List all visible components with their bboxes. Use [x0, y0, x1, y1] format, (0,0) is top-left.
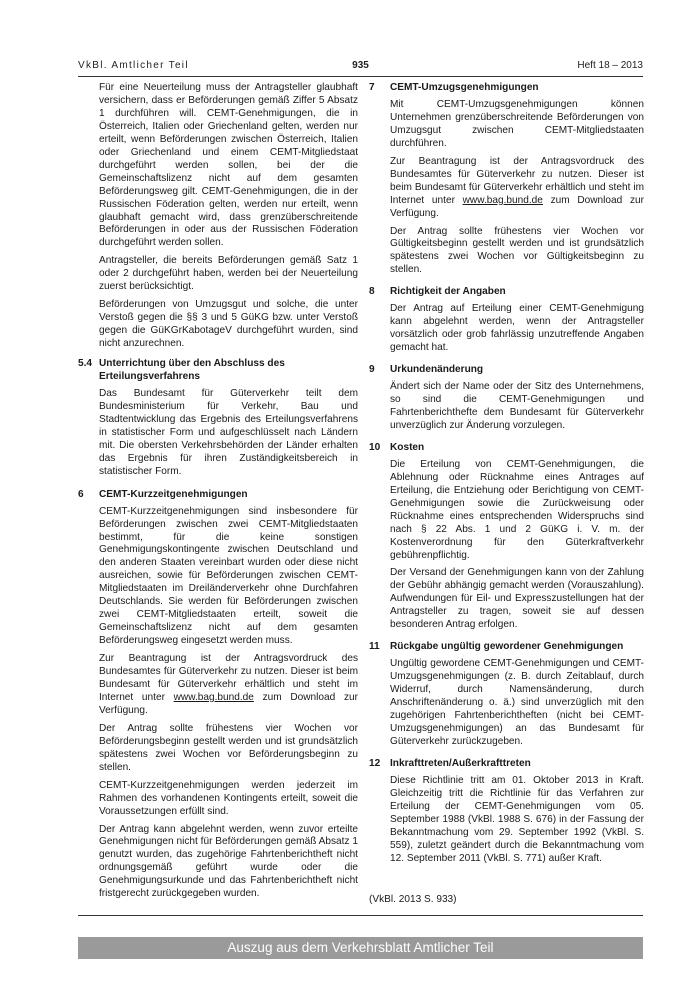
issue-label: Heft 18 – 2013 — [577, 60, 643, 71]
section-heading — [369, 364, 644, 377]
page-number: 935 — [352, 60, 369, 71]
bag-website-link[interactable]: www.bag.bund.de — [462, 194, 543, 206]
section-paragraph: Der Antrag auf Erteilung einer CEMT-Genehmigung kann abgelehnt werden, wenn der Antragsteller vorsätzlich oder grob fahrlässig unzutreffende Angaben gemacht hat. — [390, 303, 644, 354]
journal-title: VkBl. Amtlicher Teil — [78, 60, 189, 71]
section-title: Kosten — [390, 441, 425, 453]
section-paragraph: Die Erteilung von CEMT-Genehmigungen, die Ablehnung oder Rücknahme eines Antrages auf Erteilung, die Entziehung oder Berichtigung von CEMT-Genehmigungen sowie die Zurückweisung oder Rücknahme eines entsprechenden Widerspruchs sind nach § 22 Abs. 1 und 2 GüKG i. V. m. der Kostenverordnung für den Güterkraftverkehr gebührenpflichtig. — [390, 458, 644, 561]
section-paragraph — [99, 653, 358, 718]
section-paragraph: Diese Richtlinie tritt am 01. Oktober 2013 in Kraft. Gleichzeitig tritt die Richtlinie für das Verfahren zur Erteilung der CEMT-Genehmigungen vom 05. September 1988 (VkBl. 1988 S. 676) in der Fassung der Bekanntmachung vom 29. September 1992 (VkBl. S. 559), zuletzt geändert durch die Bekanntmachung vom 12. September 2011 (VkBl. S. 771) außer Kraft. — [390, 774, 644, 864]
section-heading — [78, 358, 358, 384]
section-9 — [369, 364, 644, 433]
section-number: 11 — [369, 641, 380, 653]
section-heading — [369, 286, 644, 299]
section-number: 7 — [369, 82, 375, 93]
left-column — [78, 82, 358, 910]
section-number: 12 — [369, 757, 381, 769]
section-number: 10 — [369, 441, 381, 453]
header-divider — [78, 76, 643, 77]
section-paragraph: Das Bundesamt für Güterverkehr teilt dem Bundesministerium für Verkehr, Bau und Stadtentwicklung das Ergebnis des Erteilungsverfahrens in statistischer Form und aufgeschlüsselt nach Ländern mit. Die obersten Verkehrsbehörden der Länder erhalten das Ergebnis für ihren Zuständigkeitsbereich in statistischer Form. — [99, 387, 358, 477]
section-number: 8 — [369, 286, 375, 298]
section-11 — [369, 641, 644, 749]
section-paragraph: Der Antrag sollte frühestens vier Wochen vor Gültigkeitsbeginn gestellt werden und ist grundsätzlich spätestens zwei Wochen vor Gültigkeitsbeginn zu stellen. — [390, 225, 644, 276]
section-title: Unterrichtung über den Abschluss des Erteilungsverfahrens — [99, 358, 285, 383]
page-header — [78, 60, 643, 76]
intro-paragraph: Antragsteller, die bereits Beförderungen gemäß Satz 1 oder 2 durchgeführt haben, werden bei der Neuerteilung zuerst berücksichtigt. — [99, 255, 358, 293]
section-number: 9 — [369, 364, 375, 376]
section-paragraph: CEMT-Kurzzeitgenehmigungen sind insbesondere für Beförderungen zwischen zwei CEMT-Mitgliedstaaten bestimmt, für die keine sonstigen Genehmigungskontingente zwischen Deutschland und den anderen Staaten vereinbart wurden oder diese nicht ausreichen, sowie für Beförderungen zwischen CEMT-Mitgliedstaaten im Dreiländerverkehr ohne Durchfahren Deutschlands. Sie werden für Beförderungen zwischen zwei CEMT-Mitgliedstaaten erteilt, soweit die Gemeinschaftslizenz nicht auf dem gesamten Beförderungsweg eingesetzt werden muss. — [99, 505, 358, 647]
paragraph-text: Zur Beantragung ist der Antragsvordruck des Bundesamtes für Güterverkehr zu nutzen. Dieser ist beim Bundesamt für Güterverkehr erhältlich und steht im Internet unter — [99, 653, 358, 703]
section-heading — [369, 758, 644, 771]
section-title: Inkrafttreten/Außerkrafttreten — [390, 757, 531, 769]
bag-website-link[interactable]: www.bag.bund.de — [173, 691, 254, 703]
section-heading — [369, 442, 644, 455]
intro-paragraph: Für eine Neuerteilung muss der Antragsteller glaubhaft versichern, dass er Beförderungen gemäß Ziffer 5 Absatz 1 durchführen will. CEMT-Genehmigungen, die in Österreich, Italien oder Griechenland gelten, werden nur erteilt, wenn Beförderungen zwischen Österreich, Italien oder Griechenland und einem CEMT-Mitgliedstaat durchgeführt werden sollen, bei der die Gemeinschaftslizenz nicht auf dem gesamten Beförderungsweg gilt. CEMT-Genehmigungen, die in der Russischen Föderation gelten, werden nur erteilt, wenn glaubhaft gemacht wird, dass grenzüberschreitende Beförderungen in oder aus der Russischen Föderation durchgeführt werden sollen. — [99, 82, 358, 249]
section-title: Urkundenänderung — [390, 364, 484, 376]
intro-paragraph: Beförderungen von Umzugsgut und solche, die unter Verstoß gegen die §§ 3 und 5 GüKG bzw. unter Verstoß gegen die GüKGrKabotageV durchgeführt wurden, sind nicht anzurechnen. — [99, 299, 358, 350]
section-title: CEMT-Kurzzeitgenehmigungen — [99, 488, 248, 500]
source-reference: (VkBl. 2013 S. 933) — [369, 894, 457, 905]
right-column — [369, 82, 644, 874]
section-heading — [369, 641, 644, 654]
paragraph-text: zum Download zur Verfügung. — [390, 194, 644, 219]
section-heading — [78, 489, 358, 502]
section-paragraph: Mit CEMT-Umzugsgenehmigungen können Unternehmen grenzüberschreitende Beförderungen von Umzugsgut zwischen CEMT-Mitgliedstaaten durchführen. — [390, 98, 644, 149]
section-title: Rückgabe ungültig gewordener Genehmigungen — [390, 641, 624, 653]
paragraph-text: Zur Beantragung ist der Antragsvordruck des Bundesamtes für Güterverkehr zu nutzen. Dieser ist beim Bundesamt für Güterverkehr erhältlich und steht im Internet unter — [390, 155, 644, 206]
section-6 — [78, 489, 358, 902]
section-number: 5.4 — [78, 358, 93, 370]
section-paragraph: CEMT-Kurzzeitgenehmigungen werden jederzeit im Rahmen des vorhandenen Kontingents erteilt, soweit die Voraussetzungen erfüllt sind. — [99, 779, 358, 817]
section-12 — [369, 758, 644, 866]
section-paragraph: Der Versand der Genehmigungen kann von der Zahlung der Gebühr abhängig gemacht werden (Vorauszahlung). Aufwendungen für Eil- und Expresszustellungen hat der Antragsteller zu tragen, soweit sie auf dessen besonderen Antrag erfolgen. — [390, 567, 644, 631]
section-paragraph — [390, 156, 644, 221]
section-10 — [369, 442, 644, 632]
section-title: CEMT-Umzugsgenehmigungen — [390, 82, 539, 93]
section-7 — [369, 82, 644, 277]
footer-divider — [78, 915, 643, 916]
section-8 — [369, 286, 644, 355]
section-number: 6 — [78, 488, 84, 500]
section-paragraph: Ungültig gewordene CEMT-Genehmigungen und CEMT-Umzugsgenehmigungen (z. B. durch Zeitablauf, durch Widerruf, durch Namensänderung, durch Anschriftenänderung o. ä.) sind unverzüglich mit den zugehörigen Fahrtenberichtheften (nicht bei CEMT-Umzugsgenehmigungen) an das Bundesamt für Güterverkehr zurückzugeben. — [390, 658, 644, 747]
section-heading — [369, 82, 644, 95]
section-5-4 — [78, 358, 358, 479]
footer-banner: Auszug aus dem Verkehrsblatt Amtlicher Teil — [78, 937, 643, 959]
section-title: Richtigkeit der Angaben — [390, 286, 506, 298]
section-paragraph: Ändert sich der Name oder der Sitz des Unternehmens, so sind die CEMT-Genehmigungen und Fahrtenberichthefte dem Bundesamt für Güterverkehr unverzüglich zur Änderung vorzulegen. — [390, 381, 644, 431]
paragraph-text: zum Download zur Verfügung. — [99, 691, 358, 716]
section-paragraph: Der Antrag sollte frühestens vier Wochen vor Beförderungsbeginn gestellt werden und ist grundsätzlich spätestens zwei Wochen vor Beförderungsbeginn zu stellen. — [99, 722, 358, 773]
section-paragraph: Der Antrag kann abgelehnt werden, wenn zuvor erteilte Genehmigungen nicht für Beförderungen gemäß Absatz 1 genutzt wurden, das zugehörige Fahrtenberichtheft nicht ordnungsgemäß geführt wurde oder die Genehmigungsurkunde und das Fahrtenberichtheft nicht fristgerecht zurückgegeben wurden. — [99, 823, 358, 900]
